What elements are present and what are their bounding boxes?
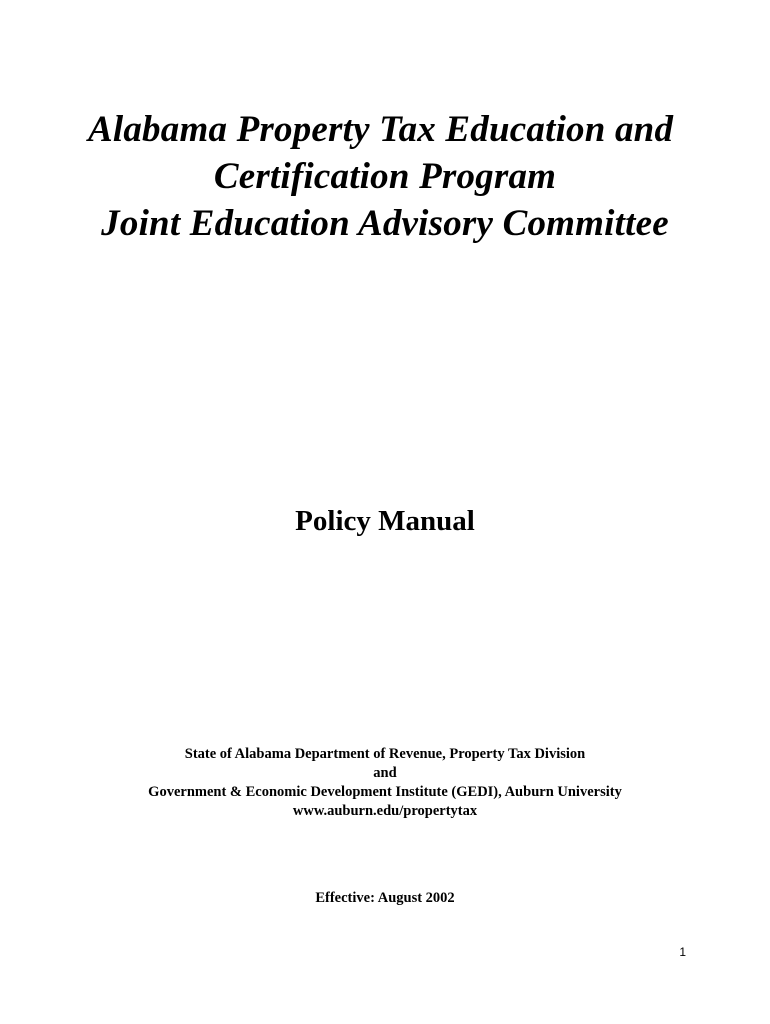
title-line: Joint Education Advisory Committee [101, 203, 669, 244]
sponsor-line: State of Alabama Department of Revenue, Property Tax Division [184, 746, 586, 762]
page-number: 1 [679, 945, 686, 959]
title-line: Alabama Property Tax Education and [88, 109, 674, 150]
sponsor-line: Government & Economic Development Institute (GEDI), Auburn University [148, 784, 622, 800]
title-line: Certification Program [213, 156, 557, 197]
website-link[interactable]: www.auburn.edu/propertytax [292, 803, 478, 819]
manual-heading: Policy Manual [295, 505, 475, 537]
sponsor-block [0, 745, 770, 821]
effective-date: Effective: August 2002 [315, 890, 455, 906]
sponsor-line: and [373, 765, 397, 781]
